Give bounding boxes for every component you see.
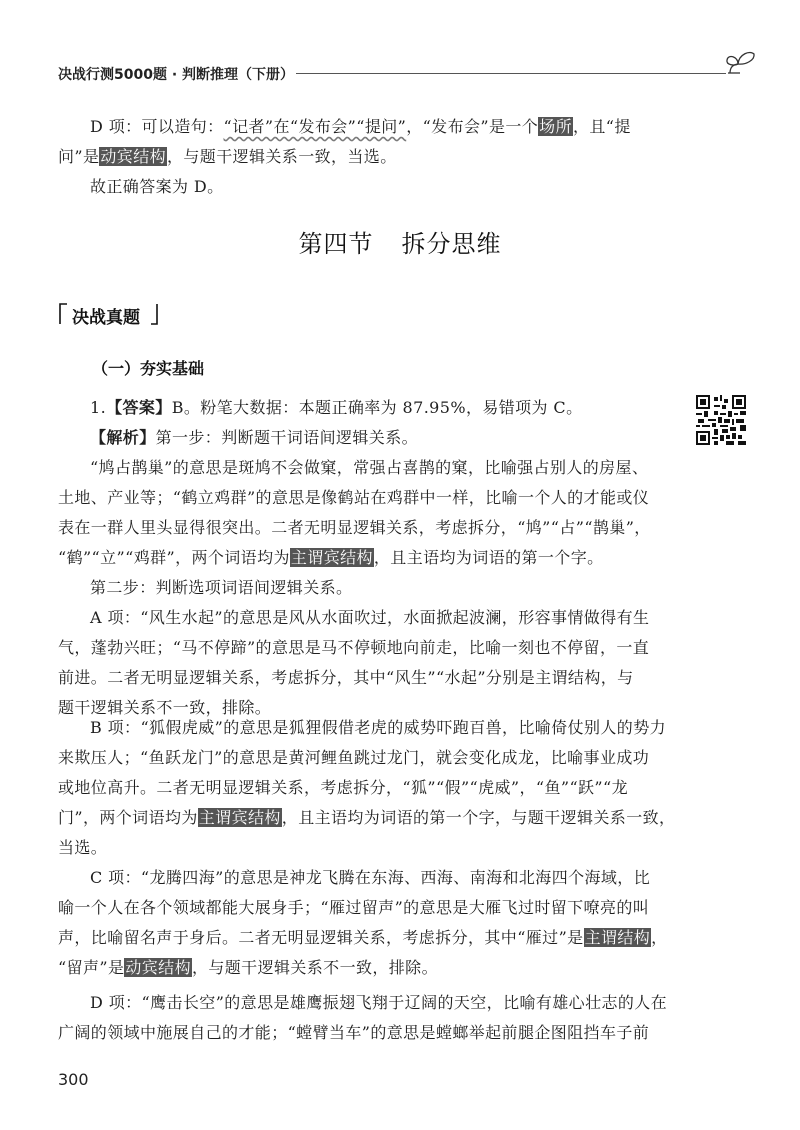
left-bracket-icon [58,302,68,326]
q1-step2: 第二步：判断选项词语间逻辑关系。 [90,578,353,597]
header-rule [296,73,726,74]
option-a-line: A 项：“风生水起”的意思是风从水面吹过，水面掀起波澜，形容事情做得有生 [90,608,650,627]
option-a-line: 气，蓬勃兴旺；“马不停蹄”的意思是马不停顿地向前走，比喻一刻也不停留，一直 [58,638,650,657]
option-c-line: 喻一个人在各个领域都能大展身手；“雁过留声”的意思是大雁飞过时留下嘹亮的叫 [58,898,650,917]
option-b-line: B 项：“狐假虎威”的意思是狐狸假借老虎的威势吓跑百兽，比喻倚仗别人的势力 [90,718,667,737]
section-title: 第四节 拆分思维 [298,230,502,258]
q1-p1-line: 土地、产业等；“鹤立鸡群”的意思是像鹤站在鸡群中一样，比喻一个人的才能或仪 [58,488,650,507]
option-b-line: 来欺压人；“鱼跃龙门”的意思是黄河鲤鱼跳过龙门，就会变化成龙，比喻事业成功 [58,748,650,767]
option-c-line: C 项：“龙腾四海”的意思是神龙飞腾在东海、西海、南海和北海四个海域，比 [90,868,651,887]
running-header: 决战行测5000题 · 判断推理（下册） [58,67,295,83]
block-heading: 决战真题 [72,308,140,328]
q1-analysis-line: 【解析】第一步：判断题干词语间逻辑关系。 [90,428,419,447]
option-c-line: 声，比喻留名声于身后。二者无明显逻辑关系，考虑拆分，其中“雁过”是主谓结构， [58,928,668,947]
option-b-line: 当选。 [58,838,108,857]
sub-heading: （一）夯实基础 [92,359,205,378]
page-number: 300 [58,1070,89,1089]
option-d-line: 广阔的领域中施展自己的才能；“螳臂当车”的意思是螳螂举起前腿企图阻挡车子前 [58,1023,650,1042]
option-d-line: D 项：“鹰击长空”的意思是雄鹰振翅飞翔于辽阔的天空，比喻有雄心壮志的人在 [90,993,668,1012]
option-a-line: 题干逻辑关系不一致，排除。 [58,698,272,717]
sprout-icon [724,44,758,78]
option-b-line: 或地位高升。二者无明显逻辑关系，考虑拆分，“狐”“假”“虎威”，“鱼”“跃”“龙 [58,778,628,797]
intro-answer: 故正确答案为 D。 [90,177,224,196]
q1-p1-line: “鹤”“立”“鸡群”，两个词语均为主谓宾结构，且主语均为词语的第一个字。 [58,548,604,567]
q1-p1-line: “鸠占鹊巢”的意思是斑鸠不会做窠，常强占喜鹊的窠，比喻强占别人的房屋、 [90,458,649,477]
intro-d-line-1: D 项：可以造句：“记者”在“发布会”“提问”，“发布会”是一个场所，且“提 [90,117,631,136]
intro-d-line-2: 问”是动宾结构，与题干逻辑关系一致，当选。 [58,147,397,166]
option-c-line: “留声”是动宾结构，与题干逻辑关系不一致，排除。 [58,958,438,977]
option-a-line: 前进。二者无明显逻辑关系，考虑拆分，其中“风生”“水起”分别是主谓结构，与 [58,668,634,687]
q1-answer-line: 1.【答案】B。粉笔大数据：本题正确率为 87.95%，易错项为 C。 [90,398,583,417]
q1-p1-line: 表在一群人里头显得很突出。二者无明显逻辑关系，考虑拆分，“鸠”“占”“鹊巢”， [58,518,651,537]
right-bracket-icon [150,302,162,326]
option-b-line: 门”，两个词语均为主谓宾结构，且主语均为词语的第一个字，与题干逻辑关系一致， [58,808,676,827]
